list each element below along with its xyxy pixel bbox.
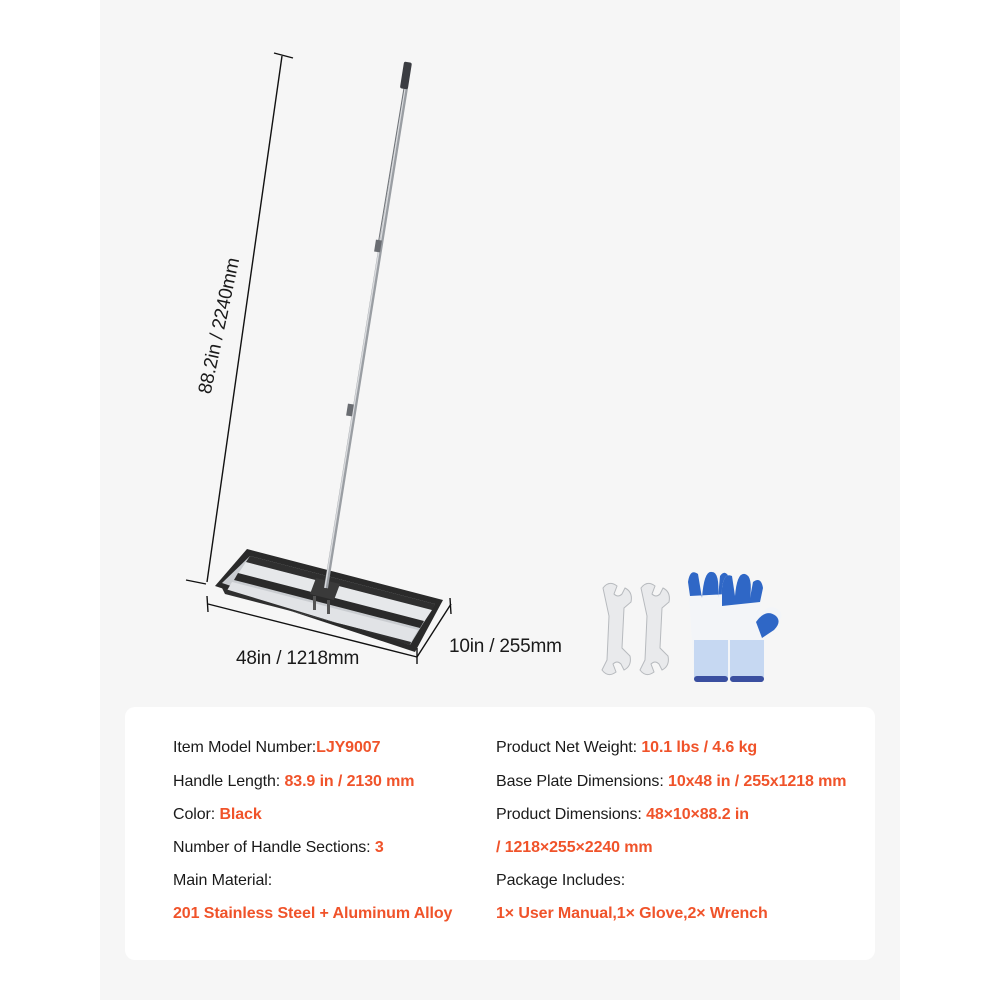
spec-label: Product Net Weight: bbox=[496, 739, 642, 756]
spec-value: Black bbox=[219, 806, 262, 823]
spec-row-package-label bbox=[496, 870, 625, 892]
spec-row-handle-length bbox=[173, 771, 414, 793]
spec-label: Color: bbox=[173, 806, 220, 823]
spec-value: LJY9007 bbox=[316, 739, 381, 756]
spec-value: 10.1 lbs / 4.6 kg bbox=[641, 739, 758, 756]
spec-row-product-dimensions-mm bbox=[496, 837, 653, 859]
spec-row-product-dimensions bbox=[496, 804, 749, 826]
spec-label: Base Plate Dimensions: bbox=[496, 773, 669, 790]
spec-label: Package Includes: bbox=[496, 872, 626, 889]
spec-row-model bbox=[173, 737, 380, 759]
spec-row-material-label bbox=[173, 870, 272, 892]
wrench-icon bbox=[640, 583, 669, 674]
gloves-icon bbox=[688, 572, 782, 682]
spec-label: Main Material: bbox=[173, 872, 273, 889]
spec-row-handle-sections bbox=[173, 837, 384, 859]
spec-row-color bbox=[173, 804, 262, 826]
wrench-icon bbox=[602, 583, 631, 674]
spec-label: Item Model Number: bbox=[173, 739, 317, 756]
spec-card bbox=[125, 707, 875, 960]
height-dimension-label: 88.2in / 2240mm bbox=[194, 255, 245, 396]
spec-value: 3 bbox=[374, 839, 384, 856]
spec-label: Number of Handle Sections: bbox=[173, 839, 375, 856]
spec-value: / 1218×255×2240 mm bbox=[496, 839, 653, 856]
spec-row-net-weight bbox=[496, 737, 757, 759]
spec-row-material-value bbox=[173, 903, 452, 925]
spec-value: 10x48 in / 255x1218 mm bbox=[668, 773, 847, 790]
spec-value: 201 Stainless Steel + Aluminum Alloy bbox=[173, 905, 453, 922]
spec-value: 1× User Manual,1× Glove,2× Wrench bbox=[496, 905, 768, 922]
spec-row-base-plate bbox=[496, 771, 846, 793]
width-dimension-label: 48in / 1218mm bbox=[236, 648, 360, 669]
spec-value: 48×10×88.2 in bbox=[646, 806, 749, 823]
rake-handle bbox=[325, 62, 412, 588]
height-dimension-line bbox=[186, 53, 293, 584]
spec-value: 83.9 in / 2130 mm bbox=[284, 773, 415, 790]
spec-label: Handle Length: bbox=[173, 773, 285, 790]
spec-row-package-value bbox=[496, 903, 768, 925]
spec-label: Product Dimensions: bbox=[496, 806, 647, 823]
depth-dimension-label: 10in / 255mm bbox=[449, 636, 562, 657]
